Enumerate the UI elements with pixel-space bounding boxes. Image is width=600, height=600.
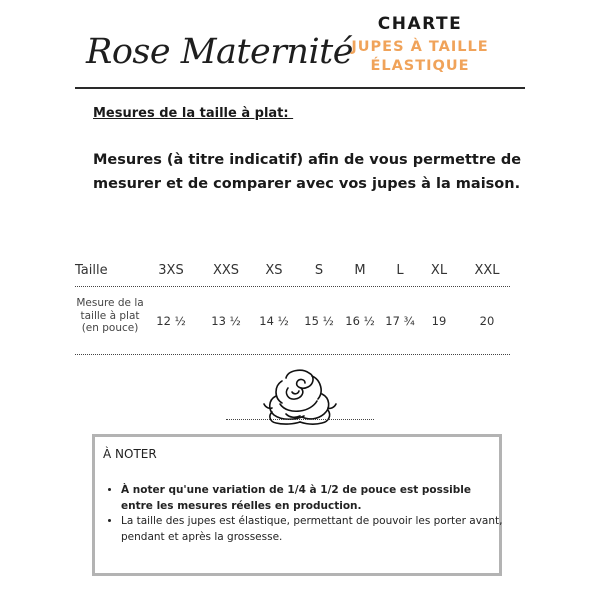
- size-xs: XS: [265, 263, 283, 278]
- table-divider-bottom: [75, 354, 510, 355]
- brand-logo: Rose Maternité: [86, 32, 353, 72]
- note-item-variation: • À noter qu'une variation de 1/4 à 1/2 de pouce est possible entre les mesures réelles en production.: [121, 483, 506, 514]
- measure-xxs: 13 ½: [211, 314, 241, 328]
- size-header-row: [75, 258, 510, 286]
- note-list: [107, 483, 506, 545]
- measure-row: [75, 287, 510, 354]
- measure-s: 15 ½: [304, 314, 334, 328]
- size-s: S: [314, 263, 324, 278]
- measure-3xs: 12 ½: [156, 314, 186, 328]
- size-m: M: [354, 263, 366, 278]
- chart-subtitle-line-1: JUPES À TAILLE: [351, 39, 489, 55]
- measure-xs: 14 ½: [259, 314, 289, 328]
- chart-subtitle-line-2: ÉLASTIQUE: [370, 58, 470, 74]
- measure-m: 16 ½: [345, 314, 375, 328]
- measure-xxl: 20: [479, 314, 495, 328]
- measure-l: 17 ¾: [385, 314, 415, 328]
- note-box: [92, 434, 502, 576]
- size-header-label: Taille: [75, 263, 108, 278]
- size-3xs: 3XS: [158, 263, 184, 278]
- section-title: Mesures de la taille à plat:: [93, 106, 294, 121]
- size-xxl: XXL: [474, 263, 500, 278]
- measure-row-label: Mesure de la taille à plat (en pouce): [76, 297, 144, 334]
- chart-subtitle: [330, 38, 510, 76]
- size-table: [75, 258, 510, 355]
- rose-underline: [226, 419, 374, 420]
- intro-text: Mesures (à titre indicatif) afin de vous permettre de mesurer et de comparer avec vos jupes à la maison.: [93, 152, 522, 192]
- note-item-elastic: • La taille des jupes est élastique, permettant de pouvoir les porter avant, pendant et après la grossesse.: [121, 514, 506, 545]
- size-l: L: [396, 263, 404, 278]
- note-title: À NOTER: [103, 447, 157, 461]
- header-divider: [75, 87, 525, 89]
- size-xl: XL: [430, 263, 448, 278]
- chart-heading: CHARTE: [377, 14, 463, 34]
- size-xxs: XXS: [212, 263, 240, 278]
- measure-xl: 19: [431, 314, 447, 328]
